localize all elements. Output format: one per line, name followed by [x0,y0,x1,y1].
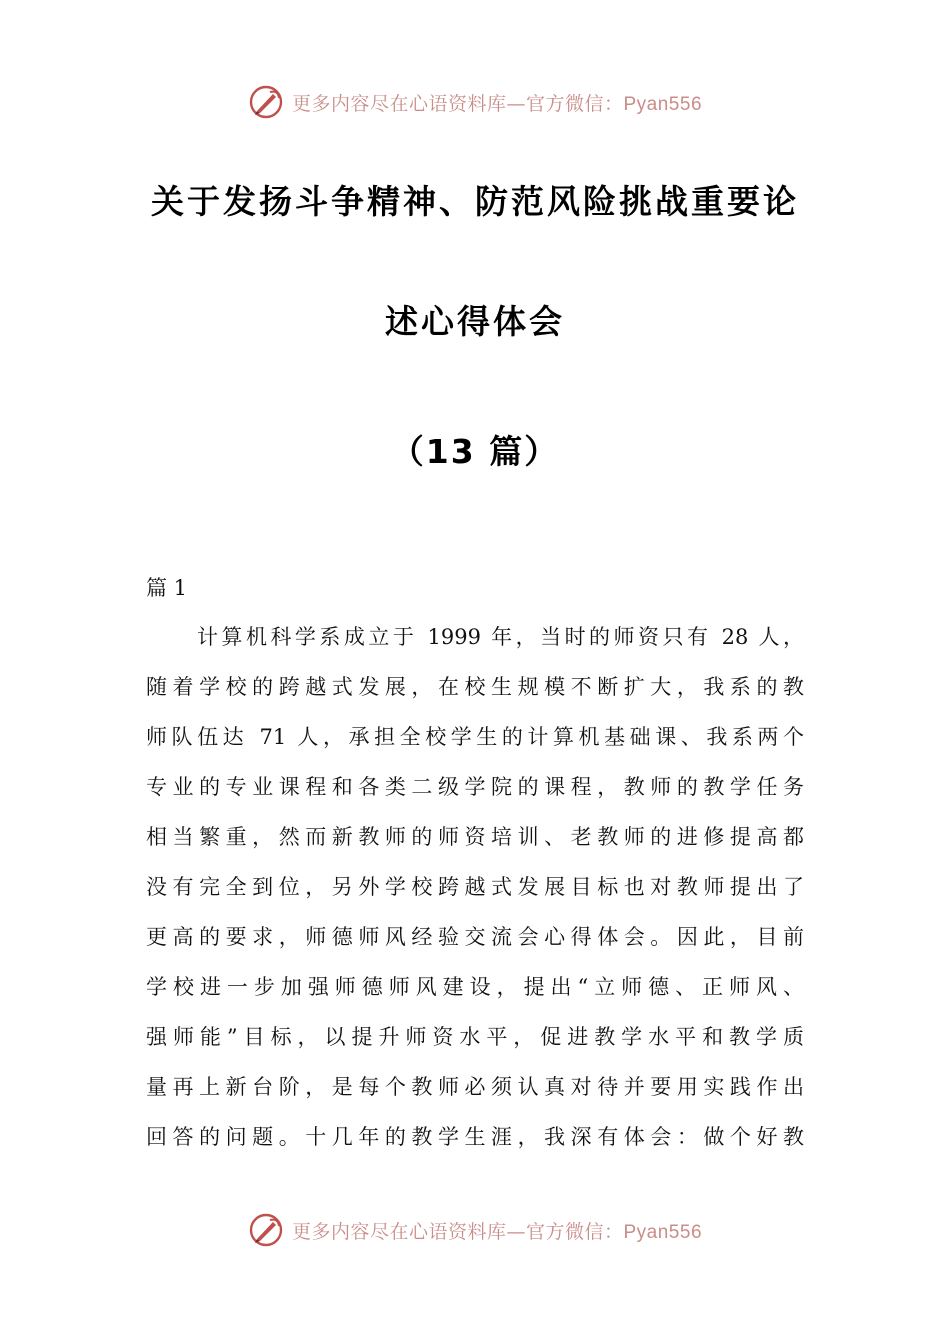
document-title-line-1: 关于发扬斗争精神、防范风险挑战重要论 [151,182,799,221]
paragraph-line: 量再上新台阶，是每个教师必须认真对待并要用实践作出 [146,1075,804,1099]
pen-logo-icon [248,84,284,120]
paragraph-line: 计算机科学系成立于 1999 年，当时的师资只有 28 人， [197,625,804,649]
paragraph-line: 相当繁重，然而新教师的师资培训、老教师的进修提高都 [146,825,804,849]
watermark-wechat-id: Pyan556 [623,1221,703,1243]
footer-watermark [0,1208,950,1252]
section-label: 篇 1 [146,576,188,600]
watermark-wechat-id: Pyan556 [623,93,703,115]
paragraph-line: 随着学校的跨越式发展，在校生规模不断扩大，我系的教 [146,675,804,699]
document-subtitle-count: （13 篇） [390,432,560,471]
watermark-text: 更多内容尽在心语资料库—官方微信：Pyan556 [291,92,703,115]
document-title-line-2: 述心得体会 [385,302,565,341]
paragraph-line: 更高的要求，师德师风经验交流会心得体会。因此，目前 [146,925,804,949]
paragraph-line: 强师能”目标，以提升师资水平，促进教学水平和教学质 [146,1025,804,1049]
paragraph-line: 没有完全到位，另外学校跨越式发展目标也对教师提出了 [146,875,804,899]
paragraph-line: 学校进一步加强师德师风建设，提出“立师德、正师风、 [146,975,804,999]
pen-logo-icon [248,1212,284,1248]
paragraph-line: 专业的专业课程和各类二级学院的课程，教师的教学任务 [146,775,804,799]
watermark-text: 更多内容尽在心语资料库—官方微信：Pyan556 [291,1220,703,1243]
paragraph-line: 师队伍达 71 人，承担全校学生的计算机基础课、我系两个 [146,725,804,749]
paragraph-line: 回答的问题。十几年的教学生涯，我深有体会：做个好教 [146,1125,804,1149]
header-watermark [0,80,950,124]
